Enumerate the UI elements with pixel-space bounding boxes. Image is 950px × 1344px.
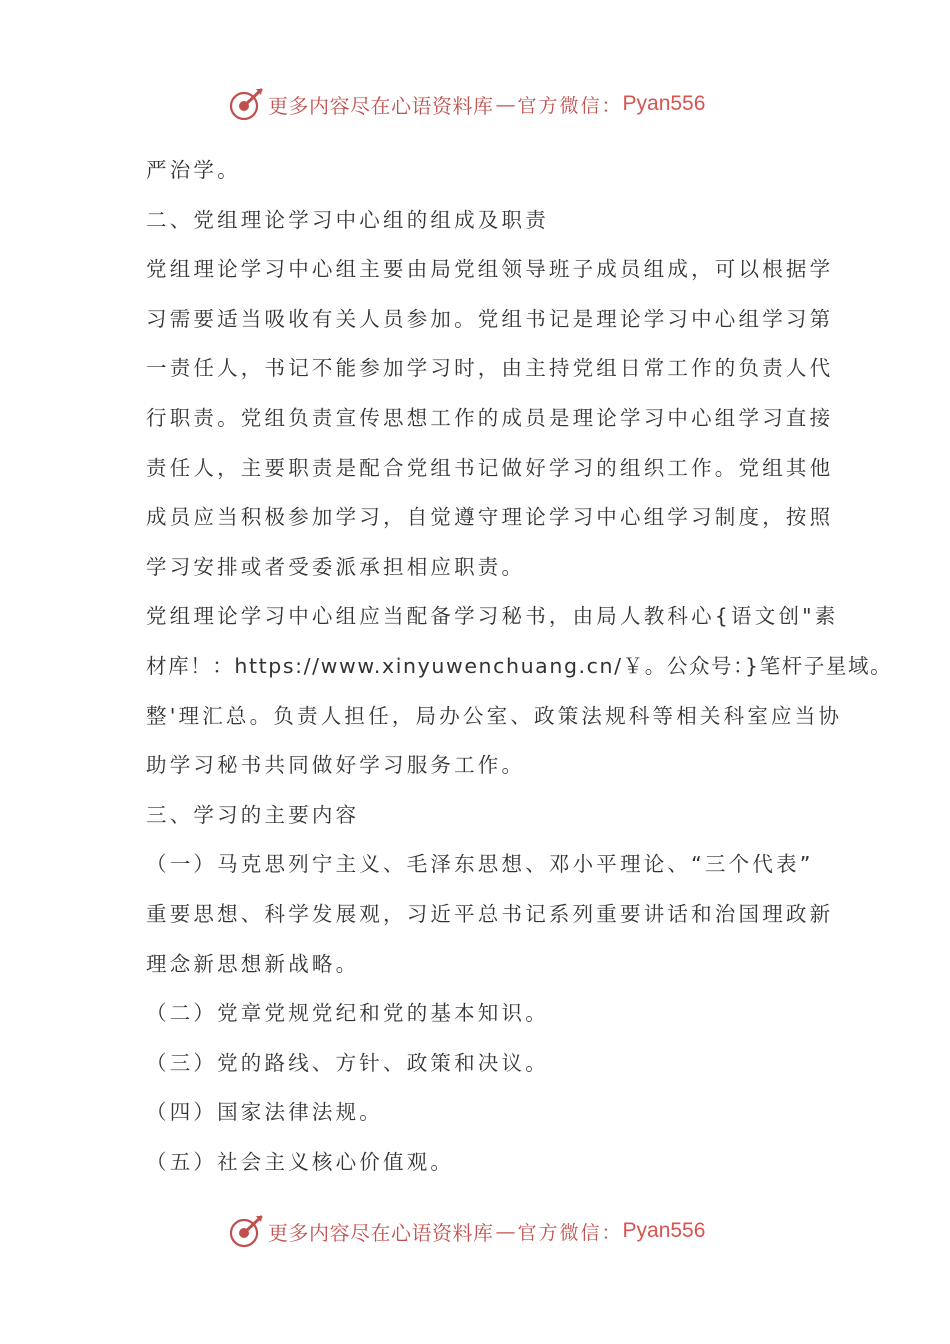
text-line: 严治学。 xyxy=(146,158,241,182)
text-line: 习需要适当吸收有关人员参加。党组书记是理论学习中心组学习第 xyxy=(146,306,834,331)
header-banner xyxy=(228,84,748,124)
banner-wechat-id: Pyan556 xyxy=(622,92,706,115)
pen-logo-icon xyxy=(228,1213,264,1249)
banner-wechat-label: 官方微信： xyxy=(517,1221,623,1244)
text-line: 学习安排或者受委派承担相应职责。 xyxy=(146,554,526,579)
text-line: 行职责。党组负责宣传思想工作的成员是理论学习中心组学习直接 xyxy=(146,405,834,430)
list-item: （一）马克思列宁主义、毛泽东思想、邓小平理论、“三个代表” xyxy=(146,852,814,877)
text-line: 党组理论学习中心组应当配备学习秘书，由局人教科心{语文创"素 xyxy=(146,604,839,629)
list-item: （二）党章党规党纪和党的基本知识。 xyxy=(146,1001,549,1026)
list-item: （三）党的路线、方针、政策和决议。 xyxy=(146,1050,549,1075)
banner-promo-text: 更多内容尽在心语资料库 xyxy=(268,1220,494,1245)
text-line-with-url: 材库！：https://www.xinyuwenchuang.cn/￥。公众号：}笔杆子星域。 xyxy=(146,653,893,678)
banner-wechat-label: 官方微信： xyxy=(517,94,623,117)
footer-banner xyxy=(228,1211,748,1251)
list-item: （五）社会主义核心价值观。 xyxy=(146,1149,455,1174)
text-line: 成员应当积极参加学习，自觉遵守理论学习中心组学习制度，按照 xyxy=(146,505,834,530)
banner-promo-text: 更多内容尽在心语资料库 xyxy=(268,93,494,118)
text-line: 整'理汇总。负责人担任，局办公室、政策法规科等相关科室应当协 xyxy=(146,703,843,728)
list-item: （四）国家法律法规。 xyxy=(146,1100,383,1125)
document-body xyxy=(146,146,893,1187)
banner-dash: — xyxy=(495,92,516,116)
section-heading: 二、党组理论学习中心组的组成及职责 xyxy=(146,207,549,232)
text-line: 责任人，主要职责是配合党组书记做好学习的组织工作。党组其他 xyxy=(146,455,834,480)
text-line: 重要思想、科学发展观，习近平总书记系列重要讲话和治国理政新 xyxy=(146,901,834,926)
text-line: 理念新思想新战略。 xyxy=(146,951,360,976)
banner-dash: — xyxy=(495,1219,516,1243)
banner-wechat-id: Pyan556 xyxy=(622,1219,706,1242)
text-line: 党组理论学习中心组主要由局党组领导班子成员组成，可以根据学 xyxy=(146,257,834,282)
text-line: 一责任人，书记不能参加学习时，由主持党组日常工作的负责人代 xyxy=(146,356,834,381)
pen-logo-icon xyxy=(228,86,264,122)
text-line: 助学习秘书共同做好学习服务工作。 xyxy=(146,753,526,778)
section-heading: 三、学习的主要内容 xyxy=(146,802,360,827)
